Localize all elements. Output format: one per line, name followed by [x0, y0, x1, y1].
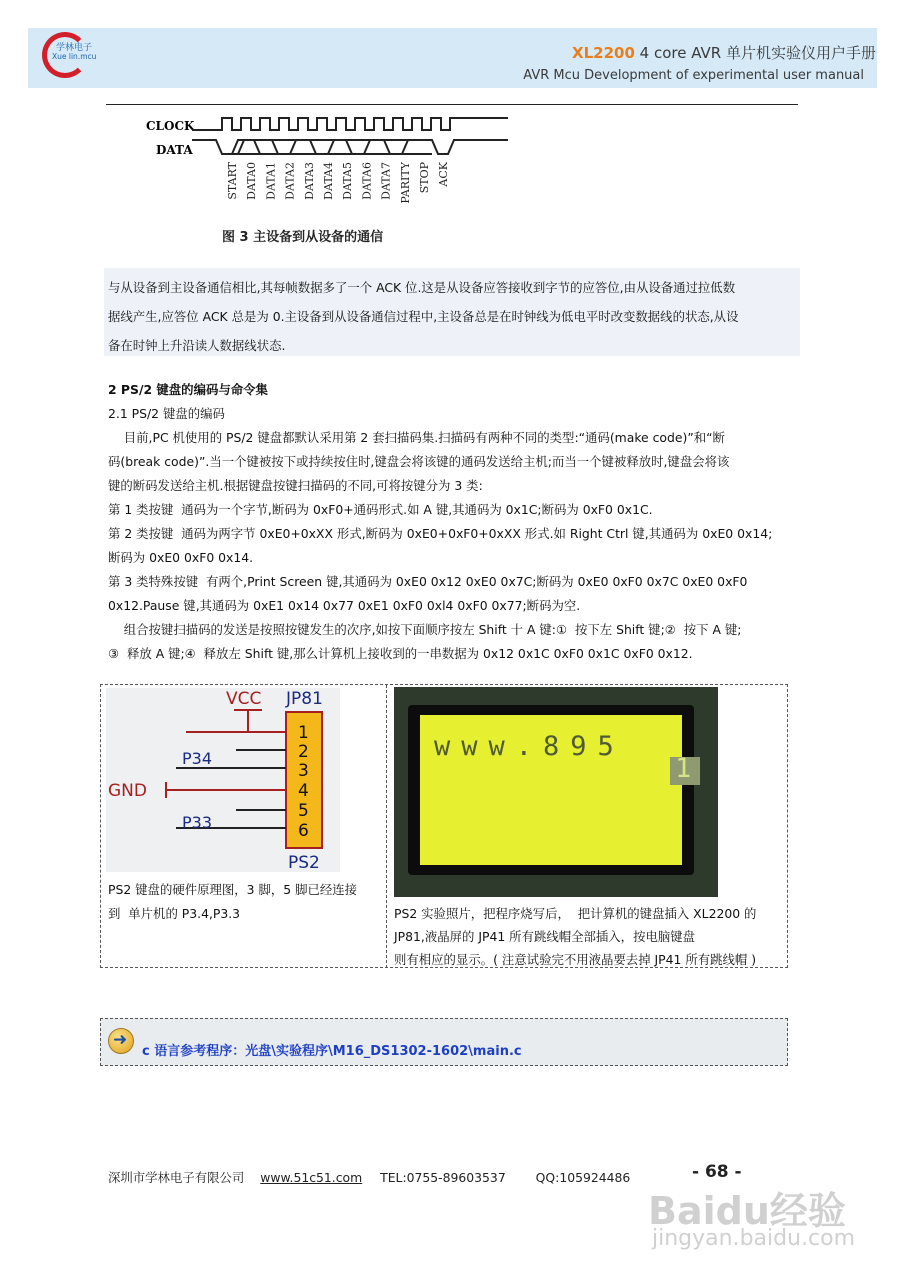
- body-line: 目前,PC 机使用的 PS/2 键盘都默认采用第 2 套扫描码集.扫描码有两种不同的类型:“通码(make code)”和“断: [108, 430, 725, 445]
- qq-number: QQ:105924486: [535, 1170, 631, 1185]
- shaded-line-1: 与从设备到主设备通信相比,其每帧数据多了一个 ACK 位.这是从设备应答接收到字节的应答位,由从设备通过拉低数: [108, 280, 736, 295]
- body-line: 第 3 类特殊按键 有两个,Print Screen 键,其通码为 0xE0 0x12 0xE0 0x7C;断码为 0xE0 0xF0 0x7C 0xE0 0xF0: [108, 574, 748, 589]
- telephone: TEL:0755-89603537: [380, 1170, 506, 1185]
- header-rule: [106, 104, 798, 105]
- logo-en-text: Xue lin.mcu: [52, 52, 97, 61]
- pin-5: 5: [298, 801, 309, 821]
- lcd-cursor-char: 1: [675, 753, 692, 784]
- watermark-logo: Baidu经验: [648, 1189, 846, 1233]
- watermark-url: jingyan.baidu.com: [652, 1226, 856, 1251]
- bit-label: DATA3: [302, 162, 316, 200]
- section-heading: 2 PS/2 键盘的编码与命令集: [108, 382, 268, 397]
- pin-3: 3: [298, 761, 309, 781]
- body-line: 组合按键扫描码的发送是按照按键发生的次序,如按下面顺序按左 Shift 十 A 键:① 按下左 Shift 键;② 按下 A 键;: [108, 622, 742, 637]
- body-line: 0x12.Pause 键,其通码为 0xE1 0x14 0x77 0xE1 0xF0 0xl4 0xF0 0x77;断码为空.: [108, 598, 581, 613]
- lcd-screen: [420, 715, 692, 865]
- manual-title-rest: 4 core AVR 单片机实验仪用户手册: [634, 44, 876, 62]
- bit-label: DATA6: [360, 162, 374, 200]
- data-label: DATA: [156, 143, 193, 157]
- brand-name: XL2200: [572, 44, 635, 62]
- bit-label: DATA2: [283, 162, 297, 200]
- pin-6: 6: [298, 821, 309, 841]
- company-name: 深圳市学林电子有限公司: [108, 1170, 245, 1185]
- p34-label: P34: [182, 749, 213, 768]
- shaded-line-2: 据线产生,应答位 ACK 总是为 0.主设备到从设备通信过程中,主设备总是在时钟线为低电平时改变数据线的状态,从设: [108, 309, 739, 324]
- arrow-right-icon: ➜: [108, 1028, 134, 1054]
- clock-label: CLOCK: [146, 119, 195, 133]
- subsection-heading: 2.1 PS/2 键盘的编码: [108, 406, 225, 421]
- figure-table-divider: [386, 685, 387, 968]
- manual-subtitle: AVR Mcu Development of experimental user manual: [523, 68, 864, 83]
- bit-label: ACK: [437, 162, 451, 187]
- shaded-line-3: 备在时钟上升沿读人数据线状态.: [108, 338, 286, 353]
- bit-label: DATA5: [341, 162, 355, 200]
- figure-3-caption: 图 3 主设备到从设备的通信: [222, 230, 384, 245]
- pin-4: 4: [298, 781, 309, 801]
- body-line: 码(break code)”.当一个键被按下或持续按住时,键盘会将该键的通码发送给主机;而当一个键被释放时,键盘会将该: [108, 454, 730, 469]
- page-number: - 68 -: [692, 1162, 742, 1182]
- ps2-label: PS2: [288, 853, 320, 872]
- lcd-cursor: [670, 753, 700, 785]
- bit-label: DATA7: [379, 162, 393, 200]
- logo-cn-text: 学林电子: [56, 43, 93, 53]
- schematic-caption-2: 到 单片机的 P3.4,P3.3: [108, 906, 241, 921]
- company-logo: [38, 30, 110, 76]
- body-line: ③ 释放 A 键;④ 释放左 Shift 键,那么计算机上接收到的一串数据为 0x12 0x1C 0xF0 0x1C 0xF0 0x12.: [108, 646, 693, 661]
- vcc-label: VCC: [226, 689, 262, 709]
- bit-label: START: [226, 162, 239, 200]
- pin-2: 2: [298, 742, 309, 762]
- lcd-photo: [394, 687, 718, 897]
- photo-caption-2: JP81,液晶屏的 JP41 所有跳线帽全部插入，按电脑键盘: [394, 929, 696, 944]
- bit-labels: [226, 161, 450, 203]
- photo-caption-1: PS2 实验照片，把程序烧写后， 把计算机的键盘插入 XL2200 的: [394, 906, 757, 921]
- body-line: 键的断码发送给主机.根据键盘按键扫描码的不同,可将按键分为 3 类:: [108, 478, 483, 493]
- jp81-label: JP81: [286, 689, 323, 709]
- clock-waveform: [192, 118, 508, 130]
- pin-1: 1: [298, 723, 309, 743]
- bit-label: PARITY: [398, 162, 412, 204]
- photo-caption-3: 则有相应的显示。( 注意试验完不用液晶要去掉 JP41 所有跳线帽 ): [394, 952, 757, 967]
- bit-label: DATA4: [322, 162, 335, 200]
- bit-label: DATA0: [245, 162, 259, 200]
- page-footer: [108, 1168, 630, 1186]
- body-line: 第 2 类按键 通码为两字节 0xE0+0xXX 形式,断码为 0xE0+0xF0+0xXX 形式.如 Right Ctrl 键,其通码为 0xE0 0x14;: [108, 526, 773, 541]
- gnd-label: GND: [108, 781, 147, 801]
- data-waveform-bottom: [222, 140, 432, 154]
- ps2-schematic: [106, 688, 340, 872]
- body-line: 第 1 类按键 通码为一个字节,断码为 0xF0+通码形式.如 A 键,其通码为 0x1C;断码为 0xF0 0x1C.: [108, 502, 653, 517]
- lcd-text: www.895: [434, 731, 625, 762]
- bit-label: STOP: [418, 162, 431, 194]
- schematic-caption-1: PS2 键盘的硬件原理图，3 脚，5 脚已经连接: [108, 882, 358, 897]
- bit-label: DATA1: [264, 162, 278, 200]
- manual-title: [572, 42, 876, 63]
- code-reference-path: c 语言参考程序：光盘\实验程序\M16_DS1302-1602\main.c: [142, 1044, 522, 1059]
- body-line: 断码为 0xE0 0xF0 0x14.: [108, 550, 254, 565]
- website-link[interactable]: www.51c51.com: [260, 1170, 363, 1185]
- p33-label: P33: [182, 813, 213, 832]
